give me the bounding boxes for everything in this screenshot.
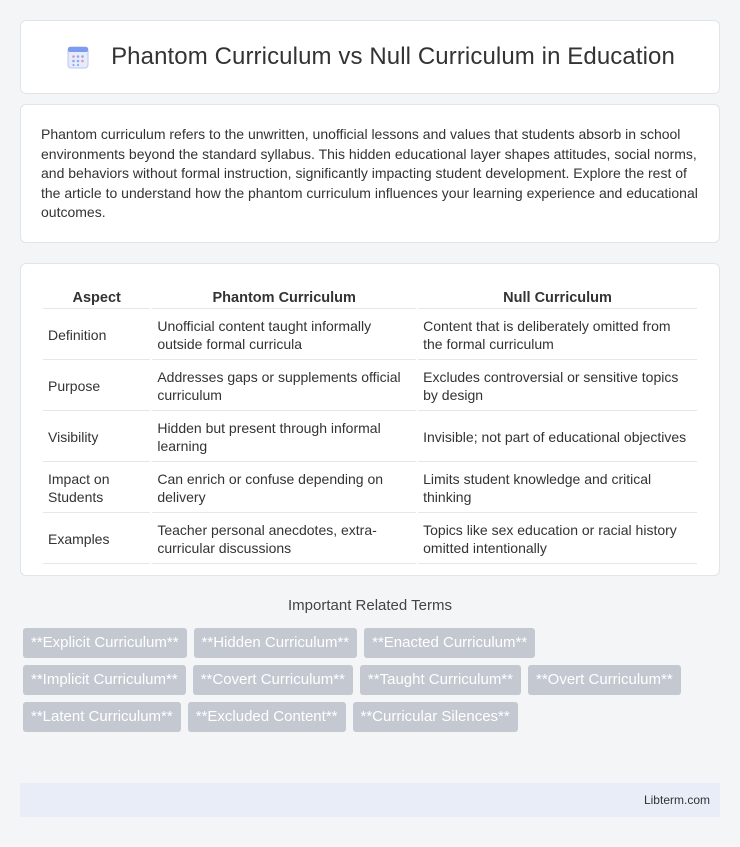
cell-aspect: Purpose — [43, 362, 150, 411]
table-row — [43, 464, 697, 513]
tag-enacted-curriculum[interactable]: **Enacted Curriculum** — [364, 628, 535, 658]
tag-latent-curriculum[interactable]: **Latent Curriculum** — [23, 702, 181, 732]
cell-aspect: Impact on Students — [43, 464, 150, 513]
header-phantom: Phantom Curriculum — [152, 286, 416, 309]
tag-curricular-silences[interactable]: **Curricular Silences** — [353, 702, 518, 732]
document-icon — [65, 44, 91, 70]
cell-phantom: Can enrich or confuse depending on delivery — [152, 464, 416, 513]
cell-aspect: Visibility — [43, 413, 150, 462]
tag-hidden-curriculum[interactable]: **Hidden Curriculum** — [194, 628, 358, 658]
comparison-table — [41, 284, 699, 566]
footer-site-link[interactable]: Libterm.com — [643, 793, 710, 807]
table-header-row — [43, 286, 697, 309]
cell-null: Limits student knowledge and critical thinking — [418, 464, 697, 513]
tag-explicit-curriculum[interactable]: **Explicit Curriculum** — [23, 628, 187, 658]
header-null: Null Curriculum — [418, 286, 697, 309]
comparison-table-card — [20, 263, 720, 576]
tag-taught-curriculum[interactable]: **Taught Curriculum** — [360, 665, 521, 695]
table-row — [43, 413, 697, 462]
intro-card — [20, 104, 720, 243]
table-row — [43, 311, 697, 360]
cell-phantom: Hidden but present through informal learning — [152, 413, 416, 462]
intro-paragraph: Phantom curriculum refers to the unwritten, unofficial lessons and values that students absorb in school environments beyond the standard syllabus. This hidden educational layer shapes attitudes, social norms, and behaviors without formal instruction, significantly impacting student development. Explore the rest of the article to understand how the phantom curriculum influences your learning experience and educational outcomes. — [41, 126, 698, 221]
header-aspect: Aspect — [43, 286, 150, 309]
tag-implicit-curriculum[interactable]: **Implicit Curriculum** — [23, 665, 186, 695]
cell-null: Content that is deliberately omitted from the formal curriculum — [418, 311, 697, 360]
cell-phantom: Unofficial content taught informally outside formal curricula — [152, 311, 416, 360]
related-terms-title: Important Related Terms — [288, 597, 452, 614]
header — [65, 43, 675, 71]
cell-aspect: Examples — [43, 515, 150, 564]
page-title: Phantom Curriculum vs Null Curriculum in Education — [111, 43, 675, 70]
cell-null: Invisible; not part of educational objectives — [418, 413, 697, 462]
related-terms-list — [23, 628, 703, 732]
table-row — [43, 362, 697, 411]
cell-aspect: Definition — [43, 311, 150, 360]
tag-overt-curriculum[interactable]: **Overt Curriculum** — [528, 665, 681, 695]
tag-covert-curriculum[interactable]: **Covert Curriculum** — [193, 665, 353, 695]
cell-null: Excludes controversial or sensitive topics by design — [418, 362, 697, 411]
cell-null: Topics like sex education or racial history omitted intentionally — [418, 515, 697, 564]
table-row — [43, 515, 697, 564]
footer — [20, 783, 720, 817]
cell-phantom: Teacher personal anecdotes, extra-curricular discussions — [152, 515, 416, 564]
header-card — [20, 20, 720, 94]
cell-phantom: Addresses gaps or supplements official curriculum — [152, 362, 416, 411]
tag-excluded-content[interactable]: **Excluded Content** — [188, 702, 346, 732]
